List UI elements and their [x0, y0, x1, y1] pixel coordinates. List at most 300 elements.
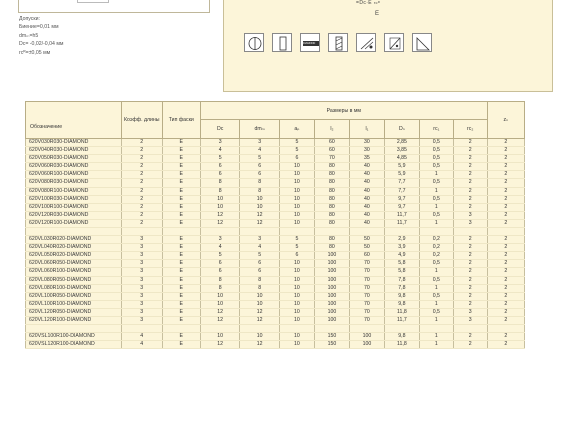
value-cell: 10: [279, 333, 314, 341]
value-cell: 10: [200, 195, 240, 203]
value-cell: 9,7: [384, 195, 419, 203]
col-l2: l₂: [314, 120, 349, 139]
value-cell: 10: [240, 292, 280, 300]
value-cell: 10: [279, 163, 314, 171]
value-cell: 0,2: [419, 244, 453, 252]
value-cell: 10: [279, 211, 314, 219]
value-cell: 2: [453, 292, 487, 300]
spacer-cell: [121, 325, 162, 333]
value-cell: 3: [200, 139, 240, 147]
value-cell: 0,5: [419, 179, 453, 187]
value-cell: E: [162, 211, 200, 219]
value-cell: 60: [314, 147, 349, 155]
value-cell: 2: [487, 260, 524, 268]
value-cell: 11,8: [384, 341, 419, 349]
value-cell: 5: [279, 147, 314, 155]
value-cell: 2: [487, 219, 524, 227]
value-cell: 2: [121, 171, 162, 179]
value-cell: 3: [240, 139, 280, 147]
value-cell: 10: [279, 308, 314, 316]
value-cell: 0,5: [419, 260, 453, 268]
designation-cell: 620V060R100-DIAMOND: [26, 171, 122, 179]
table-row: [26, 236, 525, 244]
value-cell: 10: [279, 203, 314, 211]
value-cell: 2: [487, 155, 524, 163]
spacer-cell: [487, 325, 524, 333]
value-cell: 2: [453, 187, 487, 195]
value-cell: 3: [200, 236, 240, 244]
designation-cell: 620VSL120R100-DIAMOND: [26, 341, 122, 349]
value-cell: 1: [419, 316, 453, 324]
col-type: Тип фаски: [162, 102, 200, 139]
value-cell: 6: [200, 171, 240, 179]
value-cell: 12: [240, 341, 280, 349]
spacer-cell: [419, 228, 453, 236]
value-cell: 5,8: [384, 268, 419, 276]
designation-cell: 620VL080R050-DIAMOND: [26, 276, 122, 284]
value-cell: 3,85: [384, 147, 419, 155]
value-cell: 2: [453, 284, 487, 292]
spacer-cell: [314, 325, 349, 333]
value-cell: 10: [240, 195, 280, 203]
group-spacer: [26, 228, 525, 236]
value-cell: 3: [121, 308, 162, 316]
value-cell: 70: [349, 268, 384, 276]
formula-text: [356, 0, 380, 6]
value-cell: 2: [487, 333, 524, 341]
col-ap: aₚ: [279, 120, 314, 139]
table-row: [26, 163, 525, 171]
center-cutting-icon: [244, 33, 264, 52]
value-cell: E: [162, 171, 200, 179]
value-cell: 10: [279, 260, 314, 268]
table-row: [26, 179, 525, 187]
value-cell: 3: [453, 316, 487, 324]
helix-flute-icon: [328, 33, 348, 52]
value-cell: 1: [419, 284, 453, 292]
value-cell: 2: [487, 187, 524, 195]
col-rc2: rᴄ₂: [453, 120, 487, 139]
value-cell: 2: [121, 219, 162, 227]
value-cell: 80: [314, 171, 349, 179]
value-cell: 12: [240, 219, 280, 227]
value-cell: 5,8: [384, 260, 419, 268]
value-cell: 5,9: [384, 171, 419, 179]
value-cell: 2: [487, 236, 524, 244]
value-cell: 3: [121, 260, 162, 268]
value-cell: 11,7: [384, 211, 419, 219]
value-cell: 12: [200, 341, 240, 349]
value-cell: 4: [200, 244, 240, 252]
value-cell: 40: [349, 203, 384, 211]
value-cell: 12: [200, 219, 240, 227]
value-cell: 70: [349, 260, 384, 268]
value-cell: 4: [121, 341, 162, 349]
value-cell: 1: [419, 268, 453, 276]
value-cell: 150: [314, 333, 349, 341]
value-cell: 2: [487, 147, 524, 155]
designation-cell: 620V120R030-DIAMOND: [26, 211, 122, 219]
value-cell: 0,5: [419, 211, 453, 219]
table-row: [26, 244, 525, 252]
value-cell: 100: [314, 316, 349, 324]
value-cell: 0,5: [419, 292, 453, 300]
value-cell: 7,7: [384, 179, 419, 187]
value-cell: 8: [200, 187, 240, 195]
value-cell: 3: [121, 268, 162, 276]
table-row: [26, 268, 525, 276]
value-cell: 60: [349, 252, 384, 260]
value-cell: 11,7: [384, 219, 419, 227]
value-cell: 0,5: [419, 139, 453, 147]
value-cell: 2: [453, 333, 487, 341]
value-cell: 12: [240, 316, 280, 324]
value-cell: 0,5: [419, 163, 453, 171]
value-cell: 3: [240, 236, 280, 244]
value-cell: 8: [240, 187, 280, 195]
value-cell: 100: [314, 308, 349, 316]
value-cell: 70: [349, 308, 384, 316]
value-cell: 4: [240, 244, 280, 252]
value-cell: 12: [200, 211, 240, 219]
spacer-cell: [279, 228, 314, 236]
value-cell: 5: [200, 155, 240, 163]
value-cell: 4: [240, 147, 280, 155]
value-cell: 10: [279, 292, 314, 300]
value-cell: 6: [200, 260, 240, 268]
value-cell: E: [162, 268, 200, 276]
value-cell: 2: [453, 203, 487, 211]
table-row: [26, 147, 525, 155]
value-cell: 0,2: [419, 236, 453, 244]
value-cell: 2: [487, 308, 524, 316]
tolerance-shank: dmₘ=h5: [19, 32, 39, 39]
spacer-cell: [384, 325, 419, 333]
designation-cell: 620VL050R020-DIAMOND: [26, 252, 122, 260]
value-cell: 2: [121, 211, 162, 219]
value-cell: 5: [279, 244, 314, 252]
value-cell: 2: [487, 292, 524, 300]
spacer-cell: [453, 228, 487, 236]
col-rc1: rᴄ₁: [419, 120, 453, 139]
value-cell: 3: [121, 292, 162, 300]
value-cell: 2: [121, 179, 162, 187]
formula-sub: rᴄᴿ: [373, 0, 381, 5]
value-cell: 6: [240, 268, 280, 276]
value-cell: E: [162, 276, 200, 284]
value-cell: 2: [487, 244, 524, 252]
value-cell: 100: [349, 341, 384, 349]
value-cell: 1: [419, 171, 453, 179]
value-cell: 7,8: [384, 284, 419, 292]
value-cell: 100: [314, 284, 349, 292]
tolerance-diameter: Dᴄ= -0,02/-0,04 мм: [19, 41, 64, 48]
value-cell: 5: [279, 139, 314, 147]
value-cell: 70: [349, 284, 384, 292]
value-cell: 2: [453, 244, 487, 252]
designation-cell: 620V030R030-DIAMOND: [26, 139, 122, 147]
value-cell: 2: [487, 179, 524, 187]
value-cell: 1: [419, 333, 453, 341]
value-cell: 2: [487, 316, 524, 324]
value-cell: 2: [121, 155, 162, 163]
value-cell: E: [162, 179, 200, 187]
value-cell: E: [162, 187, 200, 195]
value-cell: 10: [200, 292, 240, 300]
value-cell: 5: [240, 155, 280, 163]
value-cell: E: [162, 252, 200, 260]
dimensions-table: [25, 101, 525, 349]
spacer-cell: [240, 228, 280, 236]
value-cell: 5,9: [384, 163, 419, 171]
designation-cell: 620V040R030-DIAMOND: [26, 147, 122, 155]
value-cell: 2: [121, 147, 162, 155]
spacer-cell: [453, 325, 487, 333]
designation-cell: 620V080R100-DIAMOND: [26, 187, 122, 195]
value-cell: 12: [200, 316, 240, 324]
value-cell: 2: [487, 276, 524, 284]
value-cell: 3: [121, 244, 162, 252]
value-cell: E: [162, 260, 200, 268]
value-cell: 5: [200, 252, 240, 260]
value-cell: E: [162, 203, 200, 211]
tool-info-panel: [223, 0, 553, 92]
value-cell: 10: [279, 219, 314, 227]
value-cell: 80: [314, 236, 349, 244]
value-cell: 70: [349, 276, 384, 284]
designation-cell: 620VL120R100-DIAMOND: [26, 316, 122, 324]
tolerances-title: Допуски:: [19, 16, 41, 22]
value-cell: 10: [279, 341, 314, 349]
value-cell: 2: [453, 163, 487, 171]
value-cell: 3: [121, 300, 162, 308]
value-cell: 10: [240, 300, 280, 308]
value-cell: 6: [200, 268, 240, 276]
col-l1: l₁: [349, 120, 384, 139]
value-cell: E: [162, 163, 200, 171]
value-cell: 2: [487, 284, 524, 292]
designation-cell: 620V120R100-DIAMOND: [26, 219, 122, 227]
value-cell: 40: [349, 163, 384, 171]
table-row: [26, 260, 525, 268]
table-body: [26, 139, 525, 349]
value-cell: 100: [314, 292, 349, 300]
value-cell: 6: [200, 163, 240, 171]
value-cell: 0,5: [419, 276, 453, 284]
tolerance-radius: rᴄᴿ=±0,05 мм: [19, 49, 51, 56]
value-cell: 0,2: [419, 252, 453, 260]
value-cell: 6: [279, 155, 314, 163]
col-dm: dmₘ: [240, 120, 280, 139]
value-cell: 2: [487, 171, 524, 179]
table-row: [26, 139, 525, 147]
value-cell: 50: [349, 236, 384, 244]
value-cell: 10: [279, 179, 314, 187]
value-cell: E: [162, 341, 200, 349]
col-z: zₙ: [487, 102, 524, 139]
value-cell: 10: [279, 316, 314, 324]
value-cell: 3,9: [384, 244, 419, 252]
value-cell: 12: [240, 308, 280, 316]
table-row: [26, 171, 525, 179]
value-cell: 2: [453, 300, 487, 308]
table-row: [26, 333, 525, 341]
value-cell: 6: [240, 171, 280, 179]
value-cell: 6: [240, 163, 280, 171]
value-cell: E: [162, 284, 200, 292]
table-row: [26, 203, 525, 211]
value-cell: 0,5: [419, 308, 453, 316]
spacer-cell: [162, 325, 200, 333]
value-cell: E: [162, 219, 200, 227]
value-cell: 2: [453, 268, 487, 276]
value-cell: E: [162, 155, 200, 163]
table-row: [26, 308, 525, 316]
table-row: [26, 341, 525, 349]
designation-cell: 620VL060R050-DIAMOND: [26, 260, 122, 268]
value-cell: E: [162, 139, 200, 147]
value-cell: 4: [121, 333, 162, 341]
designation-cell: 620VL040R020-DIAMOND: [26, 244, 122, 252]
table-row: [26, 187, 525, 195]
value-cell: 100: [314, 260, 349, 268]
table-row: [26, 252, 525, 260]
table-row: [26, 300, 525, 308]
value-cell: 2: [487, 300, 524, 308]
value-cell: 2: [121, 195, 162, 203]
value-cell: 80: [314, 187, 349, 195]
value-cell: 12: [200, 308, 240, 316]
value-cell: 9,7: [384, 203, 419, 211]
spacer-cell: [279, 325, 314, 333]
cylindrical-shank-icon: [272, 33, 292, 52]
table-row: [26, 155, 525, 163]
table-row: [26, 316, 525, 324]
designation-cell: 620V100R100-DIAMOND: [26, 203, 122, 211]
value-cell: 80: [314, 211, 349, 219]
value-cell: 60: [314, 139, 349, 147]
value-cell: 10: [279, 276, 314, 284]
designation-cell: 620V050R030-DIAMOND: [26, 155, 122, 163]
designation-cell: 620V100R030-DIAMOND: [26, 195, 122, 203]
tolerances-block: [19, 15, 63, 57]
value-cell: E: [162, 147, 200, 155]
value-cell: 2: [487, 341, 524, 349]
value-cell: 2: [121, 163, 162, 171]
value-cell: 2: [453, 260, 487, 268]
value-cell: 6: [240, 260, 280, 268]
value-cell: 80: [314, 219, 349, 227]
value-cell: 1: [419, 300, 453, 308]
value-cell: 3: [121, 252, 162, 260]
value-cell: 2: [487, 211, 524, 219]
value-cell: 10: [279, 284, 314, 292]
value-cell: 70: [349, 316, 384, 324]
top-image-tab: [77, 0, 109, 3]
designation-cell: 620VL120R050-DIAMOND: [26, 308, 122, 316]
value-cell: 100: [314, 276, 349, 284]
value-cell: 10: [279, 300, 314, 308]
value-cell: 10: [200, 300, 240, 308]
value-cell: 1: [419, 341, 453, 349]
value-cell: 3: [121, 284, 162, 292]
value-cell: 100: [314, 252, 349, 260]
value-cell: 0,5: [419, 147, 453, 155]
value-cell: 9,8: [384, 292, 419, 300]
value-cell: 10: [279, 187, 314, 195]
value-cell: 80: [314, 203, 349, 211]
value-cell: 50: [349, 244, 384, 252]
value-cell: 1: [419, 219, 453, 227]
table-row: [26, 195, 525, 203]
value-cell: 3: [121, 236, 162, 244]
spacer-cell: [384, 228, 419, 236]
value-cell: 12: [240, 211, 280, 219]
formula-main: =Dᴄ·E: [356, 0, 373, 6]
value-cell: 3: [453, 219, 487, 227]
value-cell: 80: [314, 163, 349, 171]
value-cell: 1: [419, 187, 453, 195]
value-cell: E: [162, 308, 200, 316]
value-cell: 100: [314, 300, 349, 308]
dimensions-table-wrap: [25, 101, 525, 349]
value-cell: 2: [121, 203, 162, 211]
value-cell: 40: [349, 187, 384, 195]
spacer-cell: [240, 325, 280, 333]
diamond-coating-icon: [300, 33, 320, 52]
value-cell: 8: [200, 284, 240, 292]
value-cell: 10: [200, 203, 240, 211]
spacer-cell: [26, 228, 122, 236]
value-cell: 70: [349, 292, 384, 300]
value-cell: 40: [349, 219, 384, 227]
value-cell: 2: [453, 252, 487, 260]
spacer-cell: [419, 325, 453, 333]
spacer-cell: [349, 228, 384, 236]
value-cell: 8: [200, 179, 240, 187]
value-cell: 40: [349, 211, 384, 219]
value-cell: 2: [453, 171, 487, 179]
top-image-frame: [18, 0, 210, 13]
value-cell: 8: [200, 276, 240, 284]
value-cell: 40: [349, 195, 384, 203]
designation-cell: 620V060R030-DIAMOND: [26, 163, 122, 171]
value-cell: 0,5: [419, 195, 453, 203]
value-cell: E: [162, 236, 200, 244]
value-cell: 100: [349, 333, 384, 341]
spacer-cell: [349, 325, 384, 333]
value-cell: 80: [314, 179, 349, 187]
value-cell: E: [162, 292, 200, 300]
value-cell: 2: [487, 163, 524, 171]
value-cell: 35: [349, 155, 384, 163]
designation-cell: 620V080R030-DIAMOND: [26, 179, 122, 187]
col-dn: Dₙ: [384, 120, 419, 139]
feature-icons: [244, 33, 440, 52]
value-cell: 30: [349, 139, 384, 147]
value-cell: 5: [240, 252, 280, 260]
group-spacer: [26, 325, 525, 333]
col-coef: Коэфф. длины: [121, 102, 162, 139]
designation-cell: 620VL100R100-DIAMOND: [26, 300, 122, 308]
value-cell: 2,85: [384, 139, 419, 147]
designation-cell: 620VL080R100-DIAMOND: [26, 284, 122, 292]
value-cell: 40: [349, 179, 384, 187]
value-cell: 7,7: [384, 187, 419, 195]
value-cell: 8: [240, 179, 280, 187]
value-cell: 70: [314, 155, 349, 163]
value-cell: 8: [240, 276, 280, 284]
